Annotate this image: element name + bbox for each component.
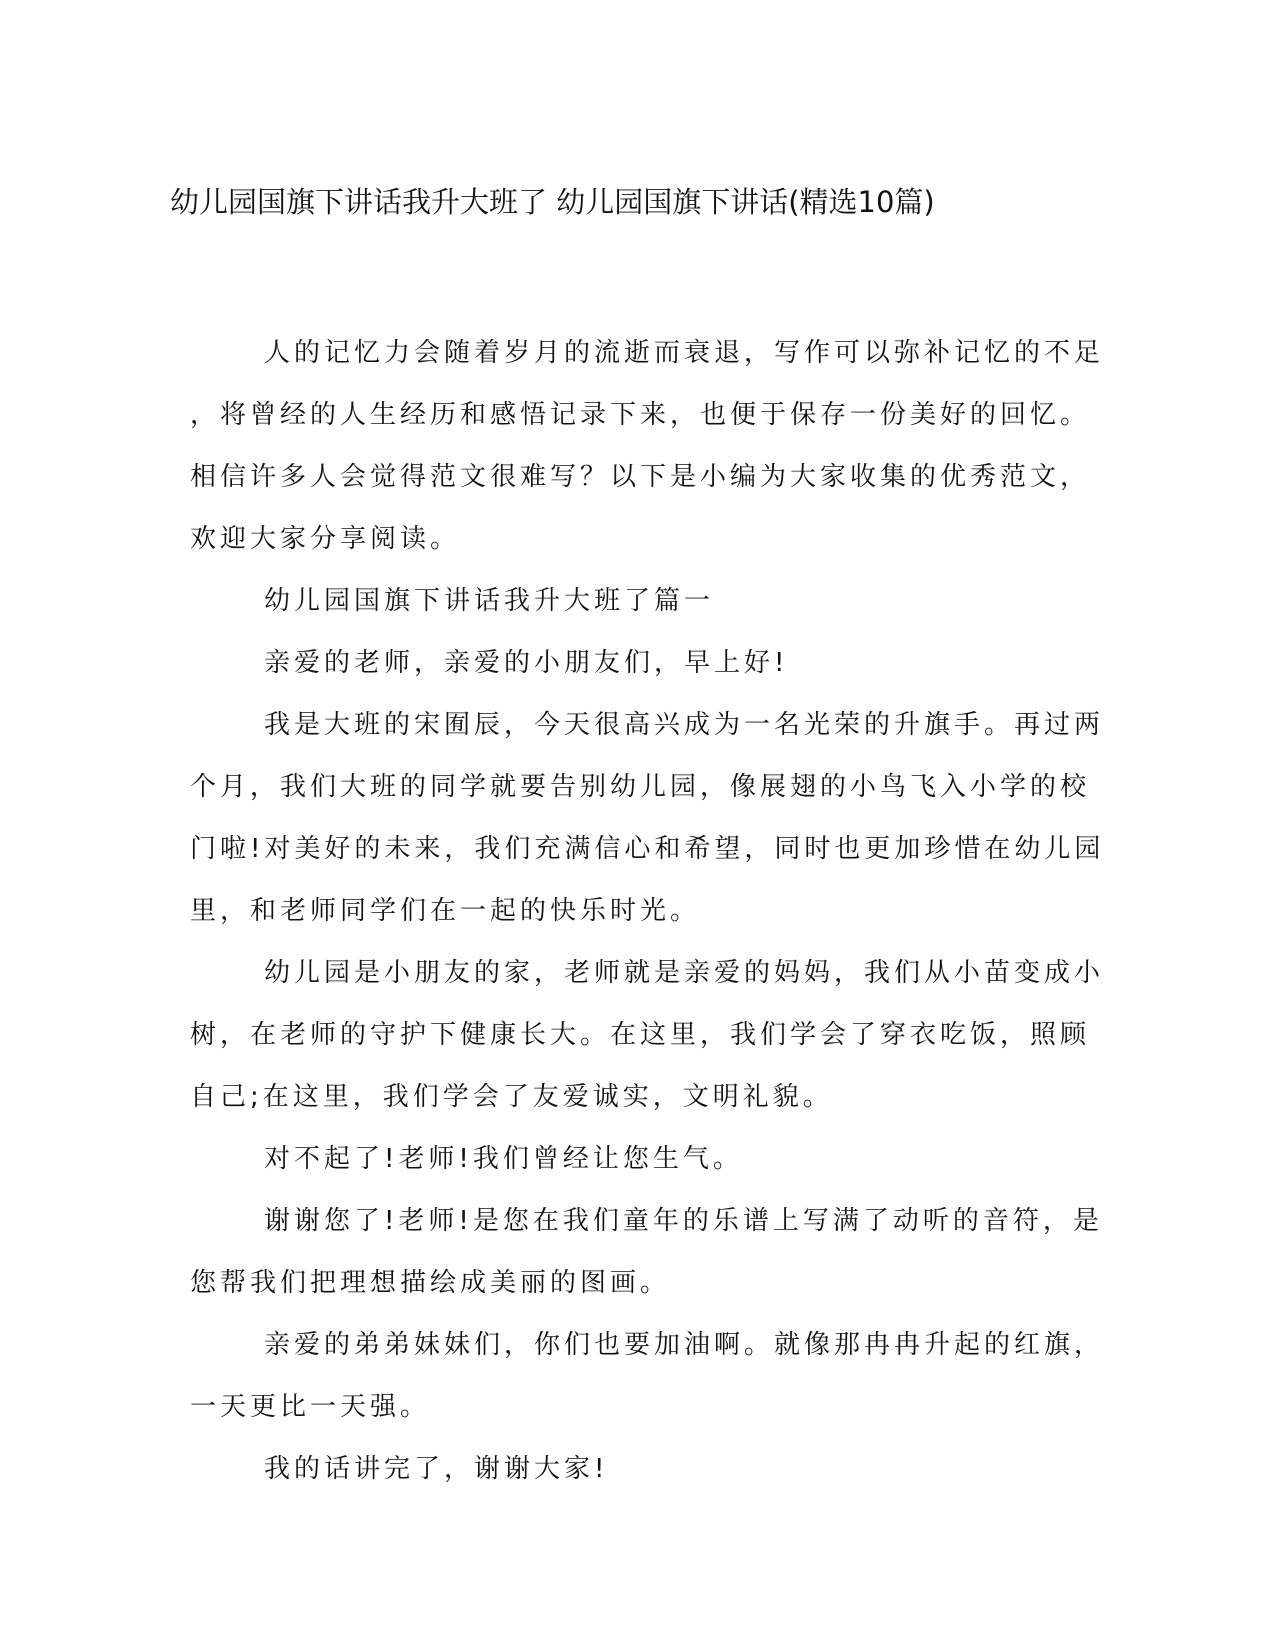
document-title: 幼儿园国旗下讲话我升大班了 幼儿园国旗下讲话(精选10篇): [170, 185, 935, 219]
text-line: 您帮我们把理想描绘成美丽的图画。: [190, 1268, 671, 1298]
document-body: [190, 322, 1105, 1500]
text-line: 里，和老师同学们在一起的快乐时光。: [190, 896, 701, 926]
text-line: 树，在老师的守护下健康长大。在这里，我们学会了穿衣吃饭，照顾: [190, 1020, 1091, 1050]
text-line: ，将曾经的人生经历和感悟记录下来，也便于保存一份美好的回忆。: [190, 400, 1091, 430]
text-line: 我的话讲完了，谢谢大家!: [264, 1454, 609, 1484]
text-line: 欢迎大家分享阅读。: [190, 524, 461, 554]
text-line: 对不起了!老师!我们曾经让您生气。: [264, 1144, 743, 1174]
text-line: 幼儿园是小朋友的家，老师就是亲爱的妈妈，我们从小苗变成小: [264, 958, 1105, 988]
text-line: 亲爱的弟弟妹妹们，你们也要加油啊。就像那冉冉升起的红旗，: [264, 1330, 1105, 1360]
section-heading: 幼儿园国旗下讲话我升大班了篇一: [264, 586, 715, 616]
text-line: 人的记忆力会随着岁月的流逝而衰退，写作可以弥补记忆的不足: [264, 338, 1105, 368]
text-line: 自己;在这里，我们学会了友爱诚实，文明礼貌。: [190, 1082, 833, 1112]
text-line: 门啦!对美好的未来，我们充满信心和希望，同时也更加珍惜在幼儿园: [190, 834, 1105, 864]
text-line: 亲爱的老师，亲爱的小朋友们，早上好!: [264, 648, 789, 678]
text-line: 谢谢您了!老师!是您在我们童年的乐谱上写满了动听的音符，是: [264, 1206, 1103, 1236]
text-line: 个月，我们大班的同学就要告别幼儿园，像展翅的小鸟飞入小学的校: [190, 772, 1091, 802]
text-line: 相信许多人会觉得范文很难写？以下是小编为大家收集的优秀范文，: [190, 462, 1091, 492]
text-line: 我是大班的宋囿辰，今天很高兴成为一名光荣的升旗手。再过两: [264, 710, 1105, 740]
text-line: 一天更比一天强。: [190, 1392, 431, 1422]
